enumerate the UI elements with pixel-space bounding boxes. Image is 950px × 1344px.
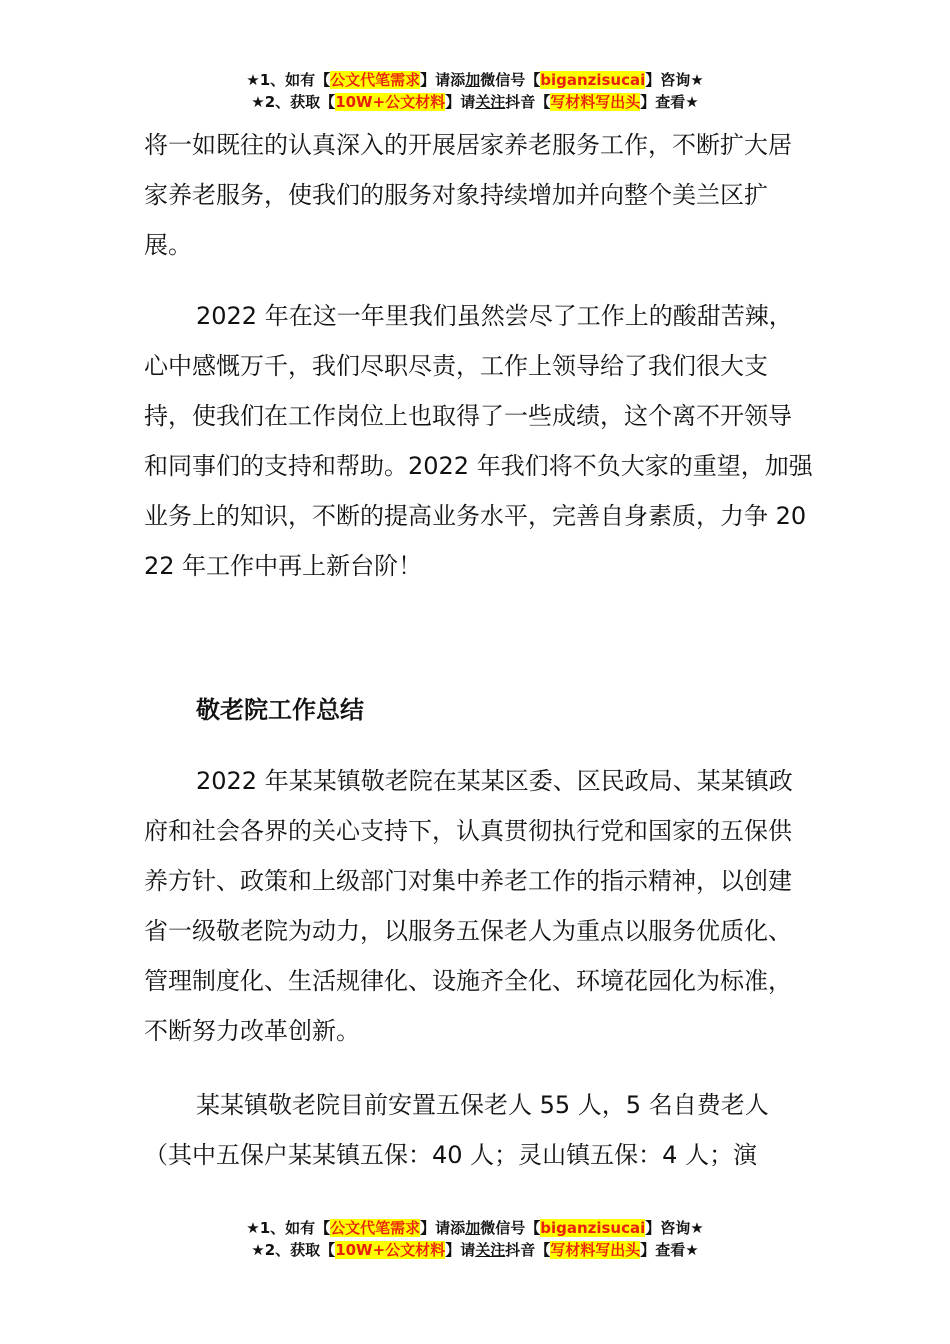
banner-highlight: 10W+公文材料	[335, 93, 446, 111]
footer-banner	[0, 1217, 950, 1261]
banner-line-2: ★2、获取【10W+公文材料】请关注抖音【写材料写出头】查看★	[251, 93, 699, 111]
banner-line-1: ★1、如有【公文代笔需求】请添加微信号【biganzisucai】咨询★	[246, 1219, 704, 1237]
banner-highlight: 写材料写出头	[550, 93, 641, 111]
paragraph-2: 2022 年在这一年里我们虽然尝尽了工作上的酸甜苦辣，心中感慨万千，我们尽职尽责，工作上领导给了我们很大支持，使我们在工作岗位上也取得了一些成绩，这个离不开领导和同事们的支持和帮助。2022 年我们将不负大家的重望，加强业务上的知识，不断的提高业务水平，完善自身素质，力争 2022 年工作中再上新台阶！	[144, 302, 813, 580]
body-section-2	[144, 291, 814, 591]
banner-highlight: biganzisucai	[540, 71, 646, 89]
banner-highlight: 公文代笔需求	[330, 71, 421, 89]
paragraph-3: 2022 年某某镇敬老院在某某区委、区民政局、某某镇政府和社会各界的关心支持下，认真贯彻执行党和国家的五保供养方针、政策和上级部门对集中养老工作的指示精神，以创建省一级敬老院为动力，以服务五保老人为重点以服务优质化、管理制度化、生活规律化、设施齐全化、环境花园化为标准，不断努力改革创新。	[144, 767, 793, 1045]
body-section-3	[144, 756, 814, 1056]
banner-highlight: 10W+公文材料	[335, 1241, 446, 1259]
banner-highlight: biganzisucai	[540, 1219, 646, 1237]
banner-highlight: 写材料写出头	[550, 1241, 641, 1259]
banner-line-2: ★2、获取【10W+公文材料】请关注抖音【写材料写出头】查看★	[251, 1241, 699, 1259]
body-section-4	[144, 1080, 814, 1180]
header-banner	[0, 69, 950, 113]
banner-line-1: ★1、如有【公文代笔需求】请添加微信号【biganzisucai】咨询★	[246, 71, 704, 89]
section-heading: 敬老院工作总结	[196, 696, 364, 724]
banner-highlight: 公文代笔需求	[330, 1219, 421, 1237]
body-section-1	[144, 120, 814, 270]
paragraph-1: 将一如既往的认真深入的开展居家养老服务工作，不断扩大居家养老服务，使我们的服务对象持续增加并向整个美兰区扩展。	[144, 131, 792, 259]
paragraph-4: 某某镇敬老院目前安置五保老人 55 人，5 名自费老人（其中五保户某某镇五保：40 人；灵山镇五保：4 人；演	[144, 1091, 769, 1169]
